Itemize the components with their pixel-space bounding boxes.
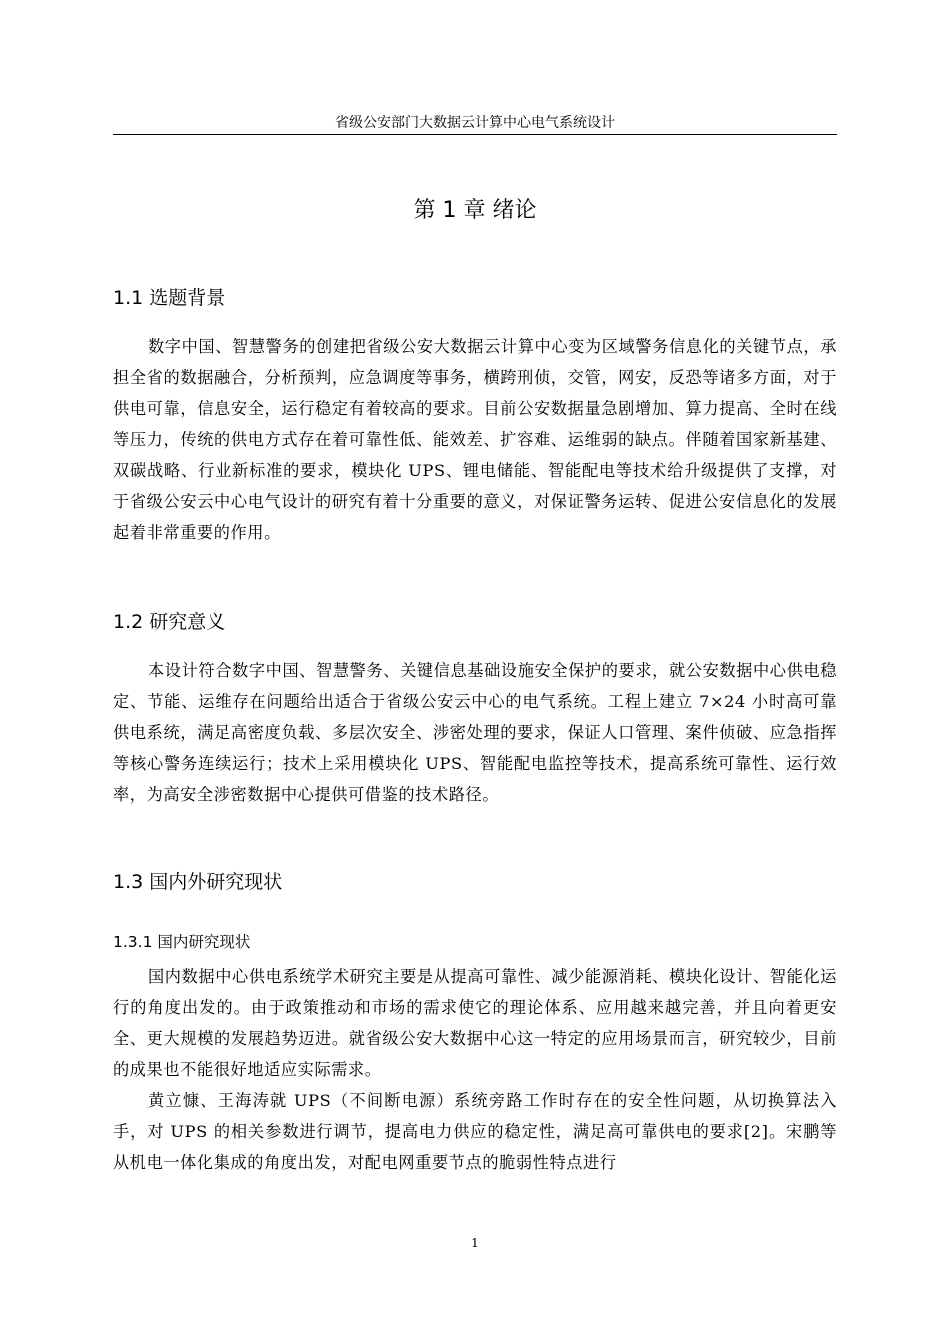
chapter-title: 第 1 章 绪论 <box>413 198 537 223</box>
running-header: 省级公安部门大数据云计算中心电气系统设计 <box>335 115 615 131</box>
section-1-2-paragraph: 本设计符合数字中国、智慧警务、关键信息基础设施安全保护的要求，就公安数据中心供电稳定、节能、运维存在问题给出适合于省级公安云中心的电气系统。工程上建立 7×24 小时高可靠供电系统，满足高密度负载、多层次安全、涉密处理的要求，保证人口管理、案件侦破、应急指挥等核心警务连续运行；技术上采用模块化 UPS、智能配电监控等技术，提高系统可靠性、运行效率，为高安全涉密数据中心提供可借鉴的技术路径。 <box>113 661 837 804</box>
page-number: 1 <box>471 1236 479 1250</box>
subsection-heading-1-3-1: 1.3.1 国内研究现状 <box>113 933 251 951</box>
subsection-1-3-1-paragraph-1: 国内数据中心供电系统学术研究主要是从提高可靠性、减少能源消耗、模块化设计、智能化运行的角度出发的。由于政策推动和市场的需求使它的理论体系、应用越来越完善，并且向着更安全、更大规模的发展趋势迈进。就省级公安大数据中心这一特定的应用场景而言，研究较少，目前的成果也不能很好地适应实际需求。 <box>113 967 837 1079</box>
section-heading-1-2: 1.2 研究意义 <box>113 611 226 633</box>
header-rule <box>113 134 837 135</box>
section-heading-1-3: 1.3 国内外研究现状 <box>113 871 283 893</box>
section-1-1-paragraph: 数字中国、智慧警务的创建把省级公安大数据云计算中心变为区域警务信息化的关键节点，承担全省的数据融合，分析预判，应急调度等事务，横跨刑侦，交管，网安，反恐等诸多方面，对于供电可靠，信息安全，运行稳定有着较高的要求。目前公安数据量急剧增加、算力提高、全时在线等压力，传统的供电方式存在着可靠性低、能效差、扩容难、运维弱的缺点。伴随着国家新基建、双碳战略、行业新标准的要求，模块化 UPS、锂电储能、智能配电等技术给升级提供了支撑，对于省级公安云中心电气设计的研究有着十分重要的意义，对保证警务运转、促进公安信息化的发展起着非常重要的作用。 <box>113 337 837 542</box>
section-heading-1-1: 1.1 选题背景 <box>113 287 226 309</box>
subsection-1-3-1-paragraph-2: 黄立慷、王海涛就 UPS（不间断电源）系统旁路工作时存在的安全性问题，从切换算法入手，对 UPS 的相关参数进行调节，提高电力供应的稳定性，满足高可靠供电的要求[2]。宋鹏等从机电一体化集成的角度出发，对配电网重要节点的脆弱性特点进行 <box>113 1091 837 1172</box>
